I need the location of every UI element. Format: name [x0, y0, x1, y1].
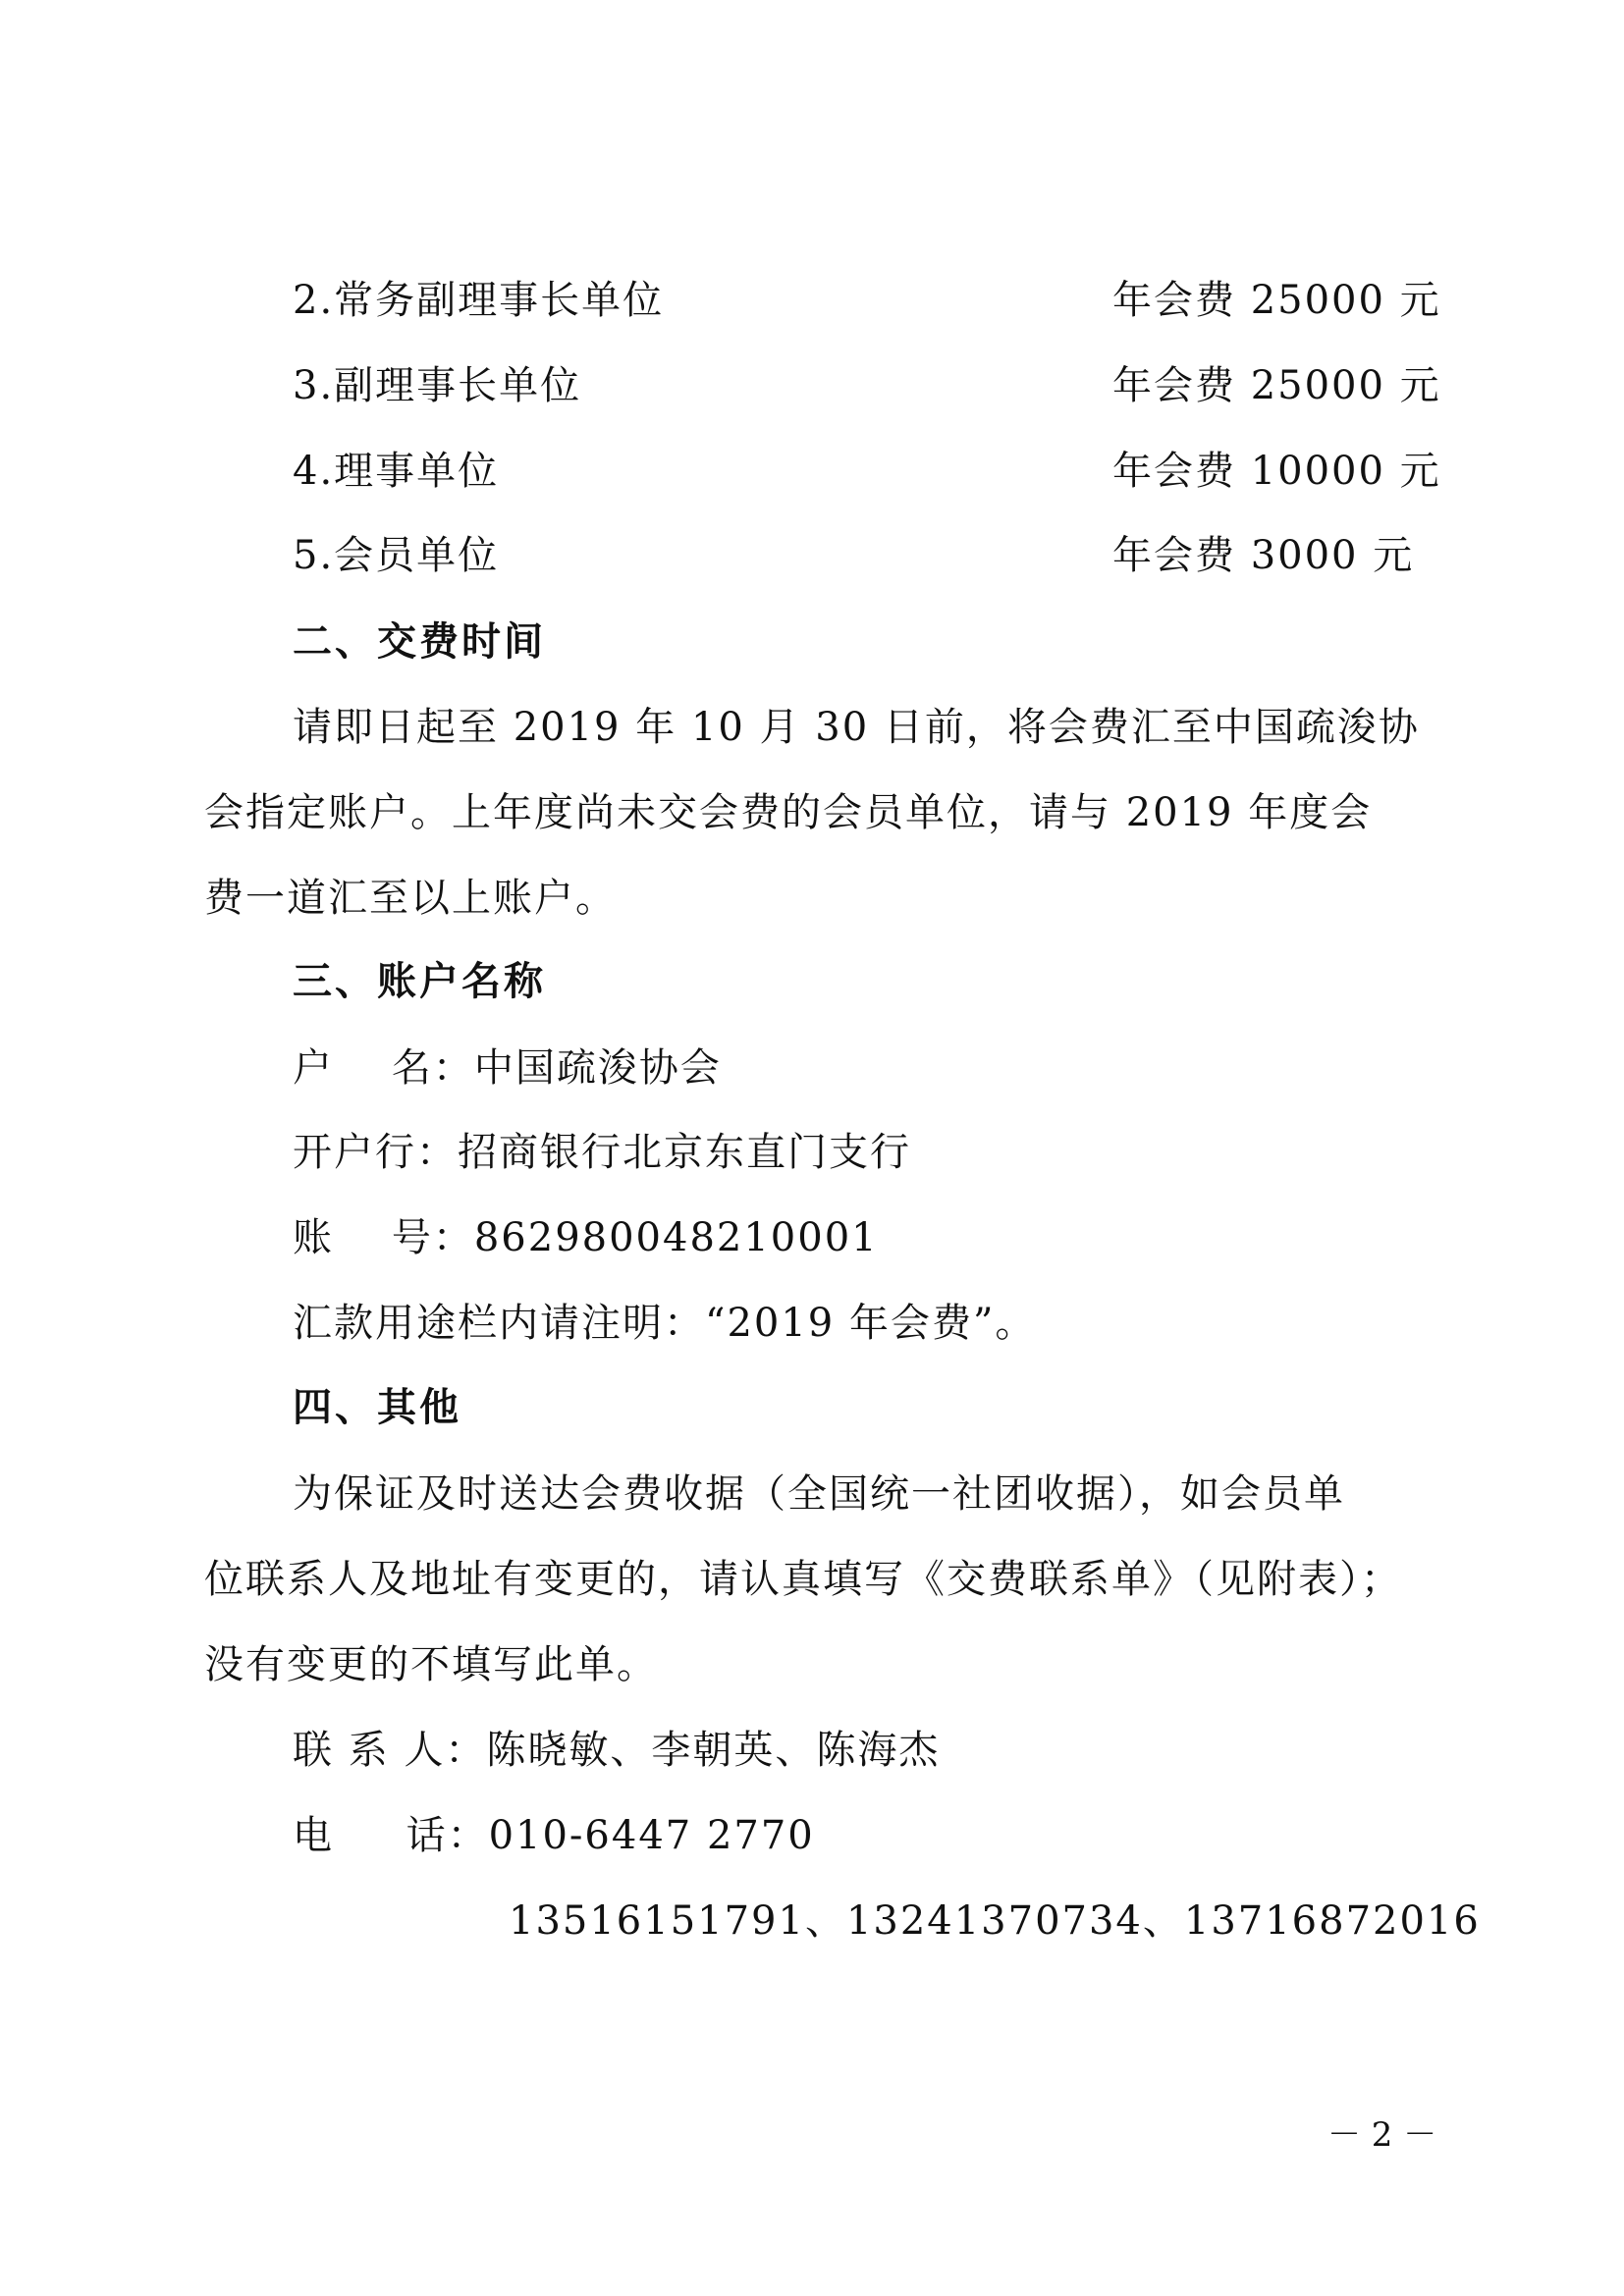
paragraph-line: 为保证及时送达会费收据（全国统一社团收据），如会员单 — [293, 1471, 1345, 1517]
account-name: 户 名：中国疏浚协会 — [293, 1045, 722, 1091]
paragraph-line: 没有变更的不填写此单。 — [204, 1642, 658, 1687]
fee-amount: 年会费 3000 元 — [1112, 533, 1415, 578]
fee-row — [293, 362, 1441, 409]
bank-name: 开户行：招商银行北京东直门支行 — [293, 1130, 911, 1175]
paragraph-line: 费一道汇至以上账户。 — [204, 876, 617, 921]
remittance-note: 汇款用途栏内请注明：“2019 年会费”。 — [293, 1301, 1037, 1346]
section-heading-payment-time: 二、交费时间 — [293, 619, 546, 665]
contact-phone: 电 话：010-6447 2770 — [293, 1813, 815, 1858]
fee-label: 5.会员单位 — [293, 533, 500, 578]
fee-row — [293, 532, 1415, 579]
fee-label: 3.副理事长单位 — [293, 363, 582, 408]
contact-mobiles: 13516151791、13241370734、13716872016 — [509, 1898, 1481, 1944]
paragraph-line: 会指定账户。上年度尚未交会费的会员单位，请与 2019 年度会 — [204, 790, 1373, 835]
fee-label: 2.常务副理事长单位 — [293, 278, 665, 323]
paragraph-line: 请即日起至 2019 年 10 月 30 日前，将会费汇至中国疏浚协 — [293, 705, 1420, 750]
account-number: 账 号：862980048210001 — [293, 1215, 879, 1260]
fee-row — [293, 448, 1441, 495]
fee-amount: 年会费 25000 元 — [1112, 278, 1441, 323]
page-number: － 2 － — [1327, 2115, 1437, 2155]
paragraph-line: 位联系人及地址有变更的，请认真填写《交费联系单》（见附表）； — [204, 1557, 1402, 1602]
fee-amount: 年会费 10000 元 — [1112, 449, 1441, 494]
section-heading-account: 三、账户名称 — [293, 959, 546, 1004]
contact-persons: 联 系 人：陈晓敏、李朝英、陈海杰 — [293, 1728, 941, 1773]
section-heading-other: 四、其他 — [293, 1385, 461, 1430]
fee-label: 4.理事单位 — [293, 449, 500, 494]
fee-amount: 年会费 25000 元 — [1112, 363, 1441, 408]
fee-row — [293, 277, 1441, 324]
